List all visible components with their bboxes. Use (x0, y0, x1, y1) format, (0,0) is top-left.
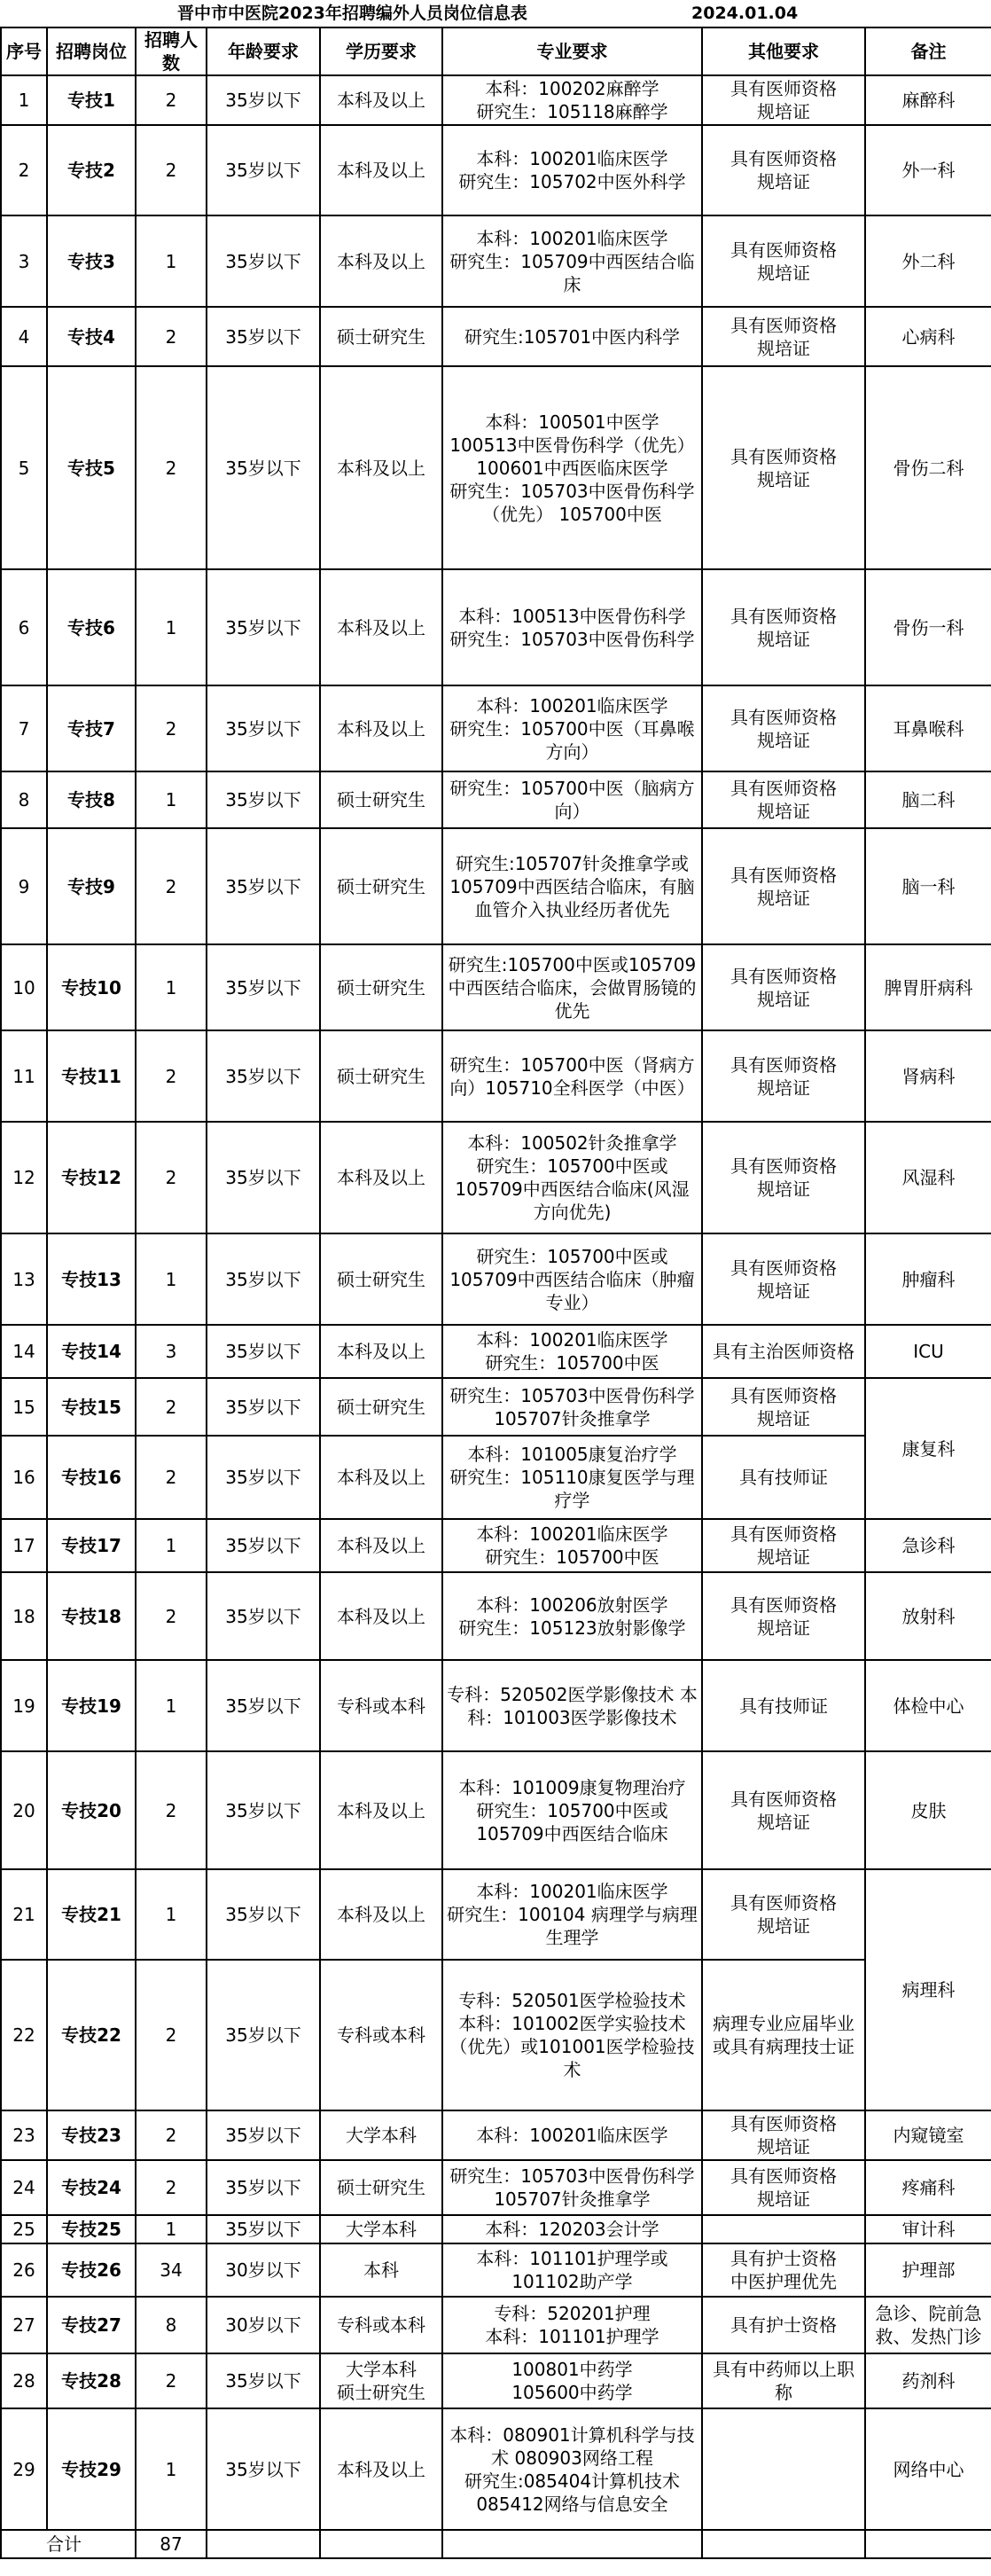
cell-major: 专科：520501医学检验技术 本科：101002医学实验技术（优先）或101001医学检验技术 (442, 1960, 702, 2110)
cell-no: 22 (1, 1960, 47, 2110)
table-row (1, 1751, 991, 1869)
total-count: 87 (136, 2530, 207, 2558)
cell-post: 专技27 (47, 2297, 136, 2353)
cell-note: 体检中心 (865, 1660, 991, 1751)
cell-age: 35岁以下 (207, 1751, 320, 1869)
cell-edu: 本科及以上 (320, 685, 442, 771)
cell-edu: 本科及以上 (320, 1436, 442, 1519)
cell-note: 骨伤二科 (865, 366, 991, 569)
cell-count: 2 (136, 2110, 207, 2160)
cell-count: 1 (136, 1233, 207, 1325)
cell-note: 网络中心 (865, 2408, 991, 2530)
cell-count: 2 (136, 1122, 207, 1233)
cell-edu: 大学本科 (320, 2110, 442, 2160)
cell-post: 专技18 (47, 1572, 136, 1660)
cell-post: 专技25 (47, 2215, 136, 2243)
cell-edu: 专科或本科 (320, 2297, 442, 2353)
cell-age: 35岁以下 (207, 1960, 320, 2110)
cell-major: 研究生：105703中医骨伤科学 105707针灸推拿学 (442, 2160, 702, 2215)
cell-age: 35岁以下 (207, 1572, 320, 1660)
cell-note: 审计科 (865, 2215, 991, 2243)
table-row (1, 1869, 991, 1960)
cell-no: 29 (1, 2408, 47, 2530)
cell-post: 专技9 (47, 828, 136, 944)
cell-age: 35岁以下 (207, 944, 320, 1030)
cell-post: 专技24 (47, 2160, 136, 2215)
cell-edu: 大学本科 (320, 2215, 442, 2243)
cell-age: 35岁以下 (207, 1233, 320, 1325)
cell-no: 1 (1, 75, 47, 125)
cell-major: 本科：100201临床医学 研究生：105700中医 (442, 1519, 702, 1572)
cell-no: 10 (1, 944, 47, 1030)
cell-other: 具有医师资格 规培证 (702, 1233, 865, 1325)
cell-edu: 硕士研究生 (320, 1233, 442, 1325)
table-row (1, 307, 991, 366)
cell-post: 专技19 (47, 1660, 136, 1751)
cell-other: 具有医师资格 规培证 (702, 75, 865, 125)
header-post: 招聘岗位 (47, 27, 136, 75)
cell-age: 35岁以下 (207, 215, 320, 307)
cell-count: 2 (136, 2160, 207, 2215)
table-row (1, 125, 991, 215)
cell-no: 28 (1, 2353, 47, 2408)
cell-no: 12 (1, 1122, 47, 1233)
cell-no: 7 (1, 685, 47, 771)
cell-count: 1 (136, 569, 207, 685)
cell-count: 1 (136, 2408, 207, 2530)
header-edu: 学历要求 (320, 27, 442, 75)
cell-age: 35岁以下 (207, 1325, 320, 1378)
cell-major: 专科：520201护理 本科：101101护理学 (442, 2297, 702, 2353)
cell-age: 35岁以下 (207, 125, 320, 215)
cell-age: 35岁以下 (207, 1122, 320, 1233)
cell-count: 2 (136, 125, 207, 215)
cell-post: 专技22 (47, 1960, 136, 2110)
cell-other: 具有医师资格 规培证 (702, 1378, 865, 1436)
table-row (1, 1122, 991, 1233)
cell-post: 专技8 (47, 771, 136, 828)
cell-post: 专技6 (47, 569, 136, 685)
cell-count: 1 (136, 1660, 207, 1751)
cell-note: 急诊、院前急救、发热门诊 (865, 2297, 991, 2353)
cell-post: 专技4 (47, 307, 136, 366)
cell-age: 35岁以下 (207, 2110, 320, 2160)
cell-other: 具有医师资格 规培证 (702, 1869, 865, 1960)
cell-edu: 本科及以上 (320, 1572, 442, 1660)
cell-age: 35岁以下 (207, 685, 320, 771)
cell-post: 专技3 (47, 215, 136, 307)
cell-major: 本科：100501中医学 100513中医骨伤科学（优先） 100601中西医临床医学 研究生：105703中医骨伤科学（优先） 105700中医 (442, 366, 702, 569)
cell-major: 研究生：105700中医（肾病方向）105710全科医学（中医） (442, 1030, 702, 1122)
cell-post: 专技11 (47, 1030, 136, 1122)
cell-note: 放射科 (865, 1572, 991, 1660)
cell-age: 35岁以下 (207, 307, 320, 366)
total-empty-cell (207, 2530, 320, 2558)
total-row (1, 2530, 991, 2558)
cell-other: 具有医师资格 规培证 (702, 215, 865, 307)
cell-age: 35岁以下 (207, 569, 320, 685)
table-row (1, 1572, 991, 1660)
cell-post: 专技14 (47, 1325, 136, 1378)
cell-no: 20 (1, 1751, 47, 1869)
total-label: 合计 (1, 2530, 136, 2558)
cell-post: 专技28 (47, 2353, 136, 2408)
cell-other: 具有医师资格 规培证 (702, 1519, 865, 1572)
cell-count: 2 (136, 1030, 207, 1122)
cell-note: 内窥镜室 (865, 2110, 991, 2160)
cell-major: 本科：100201临床医学 研究生：100104 病理学与病理生理学 (442, 1869, 702, 1960)
cell-age: 30岁以下 (207, 2297, 320, 2353)
cell-note: 麻醉科 (865, 75, 991, 125)
cell-major: 本科：100201临床医学 研究生：105702中医外科学 (442, 125, 702, 215)
cell-no: 16 (1, 1436, 47, 1519)
cell-other: 具有技师证 (702, 1436, 865, 1519)
cell-count: 2 (136, 1572, 207, 1660)
cell-major: 研究生：105700中医或105709中西医结合临床（肿瘤专业） (442, 1233, 702, 1325)
cell-no: 6 (1, 569, 47, 685)
table-row (1, 1378, 991, 1436)
cell-other: 具有医师资格 规培证 (702, 2160, 865, 2215)
total-empty-cell (865, 2530, 991, 2558)
cell-major: 专科：520502医学影像技术 本科：101003医学影像技术 (442, 1660, 702, 1751)
cell-major: 本科：100201临床医学 研究生：105709中西医结合临床 (442, 215, 702, 307)
cell-no: 13 (1, 1233, 47, 1325)
cell-note: 肿瘤科 (865, 1233, 991, 1325)
table-row (1, 2353, 991, 2408)
cell-age: 35岁以下 (207, 1030, 320, 1122)
table-row (1, 2110, 991, 2160)
cell-no: 9 (1, 828, 47, 944)
cell-other: 具有医师资格 规培证 (702, 1751, 865, 1869)
cell-major: 研究生:105707针灸推拿学或105709中西医结合临床，有脑血管介入执业经历者优先 (442, 828, 702, 944)
header-age: 年龄要求 (207, 27, 320, 75)
cell-edu: 硕士研究生 (320, 944, 442, 1030)
cell-other: 具有医师资格 规培证 (702, 1030, 865, 1122)
cell-no: 8 (1, 771, 47, 828)
cell-edu: 专科或本科 (320, 1960, 442, 2110)
total-empty-cell (442, 2530, 702, 2558)
table-row (1, 2215, 991, 2243)
header-row (1, 27, 991, 75)
cell-no: 11 (1, 1030, 47, 1122)
table-row (1, 2297, 991, 2353)
cell-note: 护理部 (865, 2243, 991, 2297)
total-empty-cell (702, 2530, 865, 2558)
cell-note: 骨伤一科 (865, 569, 991, 685)
cell-edu: 硕士研究生 (320, 2160, 442, 2215)
cell-count: 1 (136, 771, 207, 828)
cell-other: 具有医师资格 规培证 (702, 685, 865, 771)
cell-post: 专技29 (47, 2408, 136, 2530)
cell-no: 17 (1, 1519, 47, 1572)
cell-note: 心病科 (865, 307, 991, 366)
cell-major: 研究生：105703中医骨伤科学 105707针灸推拿学 (442, 1378, 702, 1436)
table-title: 晋中市中医院2023年招聘编外人员岗位信息表 (177, 4, 527, 23)
cell-note: 外二科 (865, 215, 991, 307)
cell-count: 2 (136, 1378, 207, 1436)
cell-post: 专技23 (47, 2110, 136, 2160)
table-row (1, 1030, 991, 1122)
cell-major: 本科：100201临床医学 (442, 2110, 702, 2160)
cell-edu: 本科 (320, 2243, 442, 2297)
cell-count: 2 (136, 75, 207, 125)
cell-post: 专技13 (47, 1233, 136, 1325)
cell-edu: 硕士研究生 (320, 307, 442, 366)
cell-count: 2 (136, 1960, 207, 2110)
cell-no: 2 (1, 125, 47, 215)
cell-count: 8 (136, 2297, 207, 2353)
cell-post: 专技7 (47, 685, 136, 771)
cell-count: 2 (136, 307, 207, 366)
cell-post: 专技21 (47, 1869, 136, 1960)
cell-edu: 本科及以上 (320, 366, 442, 569)
table-row (1, 75, 991, 125)
cell-note: 疼痛科 (865, 2160, 991, 2215)
cell-major: 本科：100502针灸推拿学 研究生：105700中医或105709中西医结合临床(风湿方向优先) (442, 1122, 702, 1233)
cell-note: 耳鼻喉科 (865, 685, 991, 771)
cell-post: 专技5 (47, 366, 136, 569)
cell-major: 研究生:105700中医或105709中西医结合临床，会做胃肠镜的优先 (442, 944, 702, 1030)
cell-age: 35岁以下 (207, 1436, 320, 1519)
cell-no: 23 (1, 2110, 47, 2160)
cell-major: 本科：120203会计学 (442, 2215, 702, 2243)
cell-note: 脑二科 (865, 771, 991, 828)
cell-other (702, 2408, 865, 2530)
header-count: 招聘人数 (136, 27, 207, 75)
cell-post: 专技16 (47, 1436, 136, 1519)
cell-note: 急诊科 (865, 1519, 991, 1572)
cell-other: 具有护士资格 (702, 2297, 865, 2353)
header-other: 其他要求 (702, 27, 865, 75)
cell-other: 具有医师资格 规培证 (702, 828, 865, 944)
cell-count: 34 (136, 2243, 207, 2297)
table-row (1, 569, 991, 685)
cell-count: 2 (136, 1751, 207, 1869)
cell-edu: 本科及以上 (320, 75, 442, 125)
cell-major: 本科：100201临床医学 研究生：105700中医（耳鼻喉方向） (442, 685, 702, 771)
table-row (1, 1233, 991, 1325)
cell-no: 26 (1, 2243, 47, 2297)
cell-post: 专技17 (47, 1519, 136, 1572)
cell-no: 25 (1, 2215, 47, 2243)
cell-other: 具有医师资格 规培证 (702, 366, 865, 569)
cell-no: 21 (1, 1869, 47, 1960)
cell-no: 24 (1, 2160, 47, 2215)
table-row (1, 828, 991, 944)
cell-count: 1 (136, 1519, 207, 1572)
cell-other: 具有医师资格 规培证 (702, 1572, 865, 1660)
table-row (1, 2408, 991, 2530)
cell-count: 1 (136, 2215, 207, 2243)
cell-edu: 本科及以上 (320, 1751, 442, 1869)
cell-note: 外一科 (865, 125, 991, 215)
cell-age: 35岁以下 (207, 1660, 320, 1751)
cell-major: 本科：100202麻醉学 研究生：105118麻醉学 (442, 75, 702, 125)
cell-other: 具有医师资格 规培证 (702, 944, 865, 1030)
cell-note: 药剂科 (865, 2353, 991, 2408)
cell-note: 脑一科 (865, 828, 991, 944)
cell-age: 35岁以下 (207, 828, 320, 944)
cell-other: 具有主治医师资格 (702, 1325, 865, 1378)
total-empty-cell (320, 2530, 442, 2558)
cell-age: 35岁以下 (207, 2353, 320, 2408)
cell-note: ICU (865, 1325, 991, 1378)
table-row (1, 1660, 991, 1751)
cell-age: 35岁以下 (207, 366, 320, 569)
cell-edu: 本科及以上 (320, 125, 442, 215)
cell-no: 14 (1, 1325, 47, 1378)
cell-other: 具有医师资格 规培证 (702, 771, 865, 828)
cell-post: 专技12 (47, 1122, 136, 1233)
table-date: 2024.01.04 (691, 4, 799, 23)
cell-other: 具有医师资格 规培证 (702, 125, 865, 215)
cell-note: 肾病科 (865, 1030, 991, 1122)
cell-note: 病理科 (865, 1869, 991, 2110)
cell-note: 风湿科 (865, 1122, 991, 1233)
table-row (1, 1436, 991, 1519)
cell-edu: 硕士研究生 (320, 771, 442, 828)
recruitment-table (0, 27, 991, 2559)
cell-edu: 本科及以上 (320, 215, 442, 307)
cell-other (702, 2215, 865, 2243)
cell-major: 100801中药学 105600中药学 (442, 2353, 702, 2408)
cell-edu: 本科及以上 (320, 1519, 442, 1572)
cell-no: 15 (1, 1378, 47, 1436)
cell-count: 1 (136, 215, 207, 307)
cell-major: 本科：101101护理学或101102助产学 (442, 2243, 702, 2297)
cell-count: 1 (136, 944, 207, 1030)
cell-post: 专技1 (47, 75, 136, 125)
cell-count: 2 (136, 828, 207, 944)
cell-age: 35岁以下 (207, 1378, 320, 1436)
table-row (1, 1325, 991, 1378)
cell-edu: 本科及以上 (320, 1869, 442, 1960)
cell-count: 2 (136, 2353, 207, 2408)
cell-post: 专技2 (47, 125, 136, 215)
cell-no: 19 (1, 1660, 47, 1751)
cell-no: 4 (1, 307, 47, 366)
cell-age: 35岁以下 (207, 1519, 320, 1572)
cell-no: 27 (1, 2297, 47, 2353)
header-no: 序号 (1, 27, 47, 75)
table-row (1, 685, 991, 771)
cell-edu: 硕士研究生 (320, 1030, 442, 1122)
header-note: 备注 (865, 27, 991, 75)
cell-post: 专技20 (47, 1751, 136, 1869)
table-row (1, 771, 991, 828)
cell-major: 本科：101005康复治疗学 研究生：105110康复医学与理疗学 (442, 1436, 702, 1519)
cell-age: 35岁以下 (207, 771, 320, 828)
cell-count: 3 (136, 1325, 207, 1378)
cell-count: 2 (136, 685, 207, 771)
cell-age: 35岁以下 (207, 2215, 320, 2243)
cell-other: 病理专业应届毕业或具有病理技士证 (702, 1960, 865, 2110)
cell-note: 皮肤 (865, 1751, 991, 1869)
table-title-bar (0, 0, 991, 27)
cell-major: 研究生：105700中医（脑病方向） (442, 771, 702, 828)
cell-other: 具有医师资格 规培证 (702, 569, 865, 685)
cell-edu: 本科及以上 (320, 569, 442, 685)
cell-other: 具有医师资格 规培证 (702, 307, 865, 366)
cell-count: 2 (136, 1436, 207, 1519)
table-row (1, 1519, 991, 1572)
cell-other: 具有技师证 (702, 1660, 865, 1751)
cell-count: 2 (136, 366, 207, 569)
cell-no: 18 (1, 1572, 47, 1660)
cell-age: 30岁以下 (207, 2243, 320, 2297)
cell-age: 35岁以下 (207, 75, 320, 125)
cell-post: 专技10 (47, 944, 136, 1030)
cell-major: 本科：080901计算机科学与技术 080903网络工程 研究生:085404计算机技术 085412网络与信息安全 (442, 2408, 702, 2530)
table-row (1, 366, 991, 569)
cell-count: 1 (136, 1869, 207, 1960)
cell-other: 具有医师资格 规培证 (702, 1122, 865, 1233)
cell-major: 本科：101009康复物理治疗 研究生：105700中医或105709中西医结合临床 (442, 1751, 702, 1869)
cell-other: 具有医师资格 规培证 (702, 2110, 865, 2160)
cell-post: 专技26 (47, 2243, 136, 2297)
table-row (1, 944, 991, 1030)
cell-edu: 大学本科 硕士研究生 (320, 2353, 442, 2408)
cell-edu: 硕士研究生 (320, 1378, 442, 1436)
table-body (1, 75, 991, 2558)
cell-age: 35岁以下 (207, 2408, 320, 2530)
cell-no: 5 (1, 366, 47, 569)
cell-edu: 专科或本科 (320, 1660, 442, 1751)
cell-note: 脾胃肝病科 (865, 944, 991, 1030)
cell-major: 本科：100201临床医学 研究生：105700中医 (442, 1325, 702, 1378)
table-row (1, 1960, 991, 2110)
cell-major: 本科：100206放射医学 研究生：105123放射影像学 (442, 1572, 702, 1660)
table-row (1, 2160, 991, 2215)
table-row (1, 215, 991, 307)
cell-age: 35岁以下 (207, 2160, 320, 2215)
table-row (1, 2243, 991, 2297)
cell-other: 具有护士资格 中医护理优先 (702, 2243, 865, 2297)
cell-major: 研究生:105701中医内科学 (442, 307, 702, 366)
cell-edu: 本科及以上 (320, 1325, 442, 1378)
header-major: 专业要求 (442, 27, 702, 75)
cell-no: 3 (1, 215, 47, 307)
cell-post: 专技15 (47, 1378, 136, 1436)
cell-edu: 本科及以上 (320, 1122, 442, 1233)
cell-edu: 硕士研究生 (320, 828, 442, 944)
cell-major: 本科：100513中医骨伤科学 研究生：105703中医骨伤科学 (442, 569, 702, 685)
cell-note: 康复科 (865, 1378, 991, 1519)
cell-edu: 本科及以上 (320, 2408, 442, 2530)
cell-age: 35岁以下 (207, 1869, 320, 1960)
cell-other: 具有中药师以上职称 (702, 2353, 865, 2408)
